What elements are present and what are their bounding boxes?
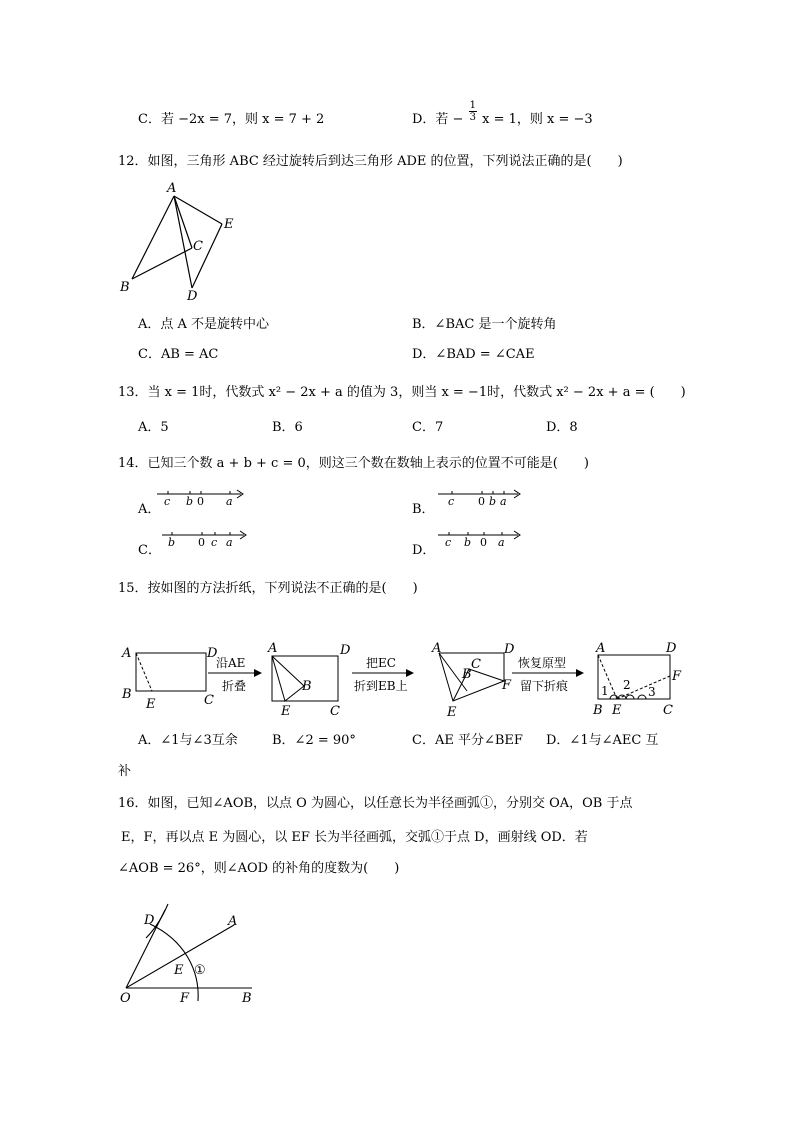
q11-option-d-suffix: x = 1，则 x = −3 <box>482 112 593 127</box>
q15-arrow2-bottom: 折到EB上 <box>354 679 408 693</box>
q13-option-b: B．6 <box>272 420 303 435</box>
q15-p4-label-e: E <box>612 703 622 718</box>
q15-p4-label-c: C <box>663 703 673 718</box>
q15-p3-label-b: B <box>462 667 472 682</box>
q14d-label-0: 0 <box>480 536 487 549</box>
q15-figure <box>112 636 702 721</box>
q12-option-b: B．∠BAC 是一个旋转角 <box>412 317 557 332</box>
q15-p1-label-a: A <box>122 646 132 661</box>
q14-stem: 14．已知三个数 a + b + c = 0，则这三个数在数轴上表示的位置不可能是( ) <box>118 456 589 471</box>
q16-label-o: O <box>120 991 131 1006</box>
q15-p4-label-2: 2 <box>623 678 631 692</box>
q13-option-c: C．7 <box>412 420 444 435</box>
q15-p3-label-c: C <box>471 657 481 672</box>
q14d-label-c: c <box>445 536 452 549</box>
q14c-label-b: b <box>168 536 176 549</box>
q11-option-c: C．若 −2x = 7，则 x = 7 + 2 <box>138 112 325 127</box>
q12-option-a: A．点 A 不是旋转中心 <box>138 317 270 332</box>
q14-option-a: A． <box>138 502 161 517</box>
q14c-label-c: c <box>211 536 218 549</box>
q14a-label-b: b <box>186 495 194 508</box>
q15-option-d: D．∠1与∠AEC 互 <box>546 733 659 748</box>
q15-p2-label-c: C <box>330 704 340 719</box>
q12-option-c: C．AB = AC <box>138 347 219 362</box>
q15-p1-label-c: C <box>204 693 214 708</box>
q14-numberline-a <box>155 486 250 508</box>
q14a-label-c: c <box>164 495 171 508</box>
q14a-label-a: a <box>226 495 233 508</box>
q15-p1-label-d: D <box>207 646 218 661</box>
q16-label-f: F <box>180 991 190 1006</box>
q14b-label-0: 0 <box>478 495 485 508</box>
q15-p3-label-a: A <box>432 641 442 656</box>
q15-p4-label-d: D <box>666 641 677 656</box>
q15-p2-label-e: E <box>281 704 291 719</box>
q14d-label-a: a <box>498 536 505 549</box>
q13-option-d: D．8 <box>546 420 578 435</box>
q11-fraction-numerator: 1 <box>469 100 476 111</box>
q12-label-a: A <box>167 181 177 196</box>
q15-arrow2-top: 把EC <box>366 656 396 670</box>
q14c-label-a: a <box>226 536 233 549</box>
q11-fraction-denominator: 3 <box>469 112 476 123</box>
q14c-label-0: 0 <box>198 536 205 549</box>
q15-p4-label-b: B <box>593 703 603 718</box>
q11-option-d-prefix: D．若 − <box>412 112 464 127</box>
q15-p2-label-b: B <box>302 679 312 694</box>
q13-option-a: A．5 <box>138 420 169 435</box>
q15-p1-label-e: E <box>146 697 156 712</box>
q14-numberline-d <box>436 527 526 549</box>
q12-option-d: D．∠BAD = ∠CAE <box>412 347 535 362</box>
q15-p3-label-e: E <box>447 705 457 720</box>
q15-option-a: A．∠1与∠3互余 <box>138 733 238 748</box>
q13-stem: 13．当 x = 1时，代数式 x² − 2x + a 的值为 3，则当 x = −1时，代数式 x² − 2x + a = ( ) <box>118 385 686 400</box>
q14-numberline-b <box>436 486 526 508</box>
q14b-label-b: b <box>489 495 497 508</box>
q12-label-c: C <box>193 239 203 254</box>
q14b-label-c: c <box>448 495 455 508</box>
q11-option-d <box>412 100 593 130</box>
q15-p3-label-d: D <box>504 642 515 657</box>
q16-label-arc: ① <box>194 963 206 978</box>
q15-p4-label-f: F <box>672 669 682 684</box>
q12-stem: 12．如图，三角形 ABC 经过旋转后到达三角形 ADE 的位置，下列说法正确的是( ) <box>118 154 623 169</box>
q11-fraction <box>469 100 477 123</box>
q14a-label-0: 0 <box>197 495 204 508</box>
q14-option-b: B． <box>412 502 435 517</box>
q14b-label-a: a <box>500 495 507 508</box>
q15-p2-label-a: A <box>268 641 278 656</box>
q15-p4-label-a: A <box>596 641 606 656</box>
q14d-label-b: b <box>464 536 472 549</box>
q12-label-d: D <box>187 289 198 304</box>
q15-p4-label-3: 3 <box>648 685 656 699</box>
q15-p3-label-f: F <box>502 678 512 693</box>
q15-option-c: C．AE 平分∠BEF <box>412 733 523 748</box>
q14-option-d: D． <box>412 543 436 558</box>
q12-label-e: E <box>224 217 234 232</box>
q15-p2-label-d: D <box>340 643 351 658</box>
q15-arrow3-top: 恢复原型 <box>518 656 567 670</box>
q16-label-a: A <box>228 914 238 929</box>
q15-option-b: B．∠2 = 90° <box>272 733 356 748</box>
q15-p4-label-1: 1 <box>601 684 609 698</box>
q16-line2: E，F，再以点 E 为圆心，以 EF 长为半径画弧，交弧①于点 D，画射线 OD．若 <box>121 830 588 845</box>
q15-stem: 15．按如图的方法折纸，下列说法不正确的是( ) <box>118 581 418 596</box>
q15-option-d-wrap: 补 <box>118 764 132 779</box>
q16-figure <box>112 900 272 1010</box>
q14-option-c: C． <box>138 543 161 558</box>
q16-label-b: B <box>242 991 252 1006</box>
q15-p1-label-b: B <box>122 687 132 702</box>
q16-line1: 16．如图，已知∠AOB，以点 O 为圆心，以任意长为半径画弧①，分别交 OA，OB 于点 <box>118 796 633 811</box>
q15-arrow1-top: 沿AE <box>216 656 246 670</box>
q14-numberline-c <box>160 527 252 549</box>
q12-label-b: B <box>120 280 130 295</box>
q15-arrow1-bottom: 折叠 <box>222 679 247 693</box>
q12-figure <box>112 176 242 306</box>
q16-label-e: E <box>174 963 184 978</box>
q16-label-d: D <box>144 913 155 928</box>
q15-arrow3-bottom: 留下折痕 <box>520 679 569 693</box>
q16-line3: ∠AOB = 26°，则∠AOD 的补角的度数为( ) <box>118 861 400 876</box>
